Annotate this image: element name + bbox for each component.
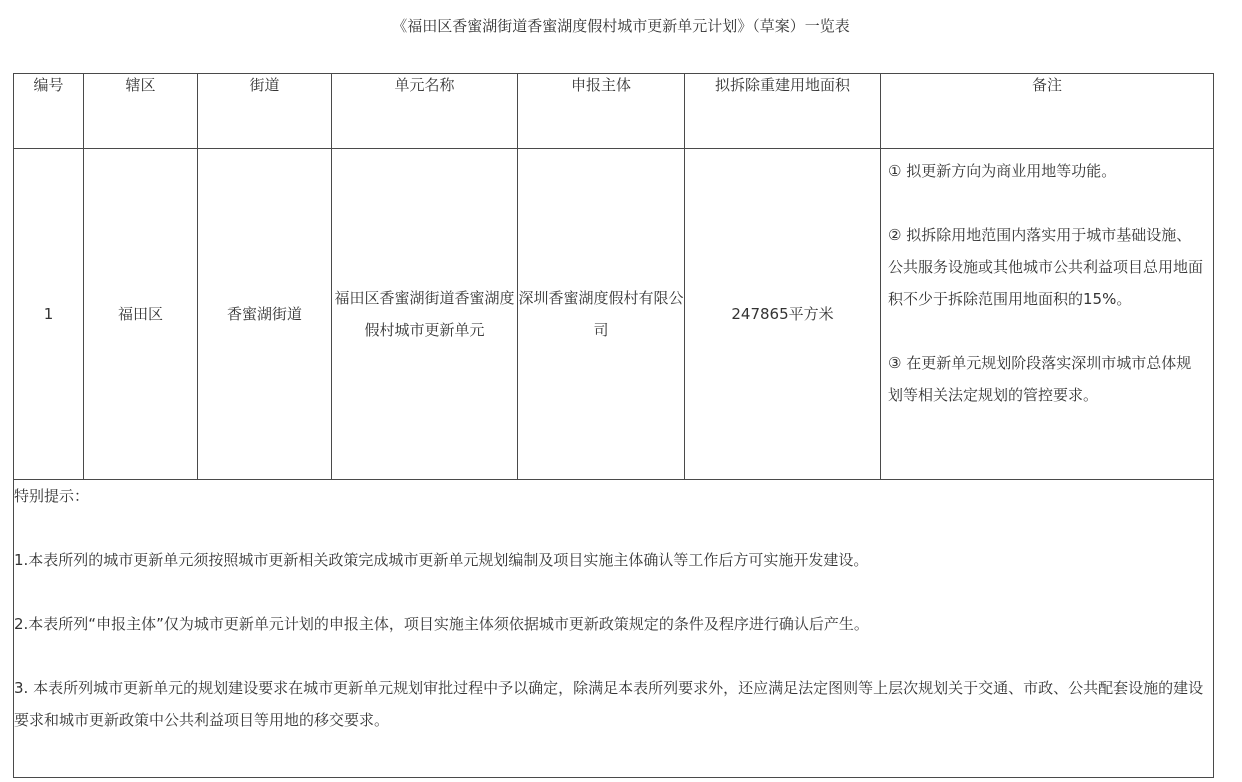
table-header-row	[14, 74, 1214, 149]
notes-row	[14, 480, 1214, 778]
header-unit-name: 单元名称	[332, 74, 518, 149]
header-street: 街道	[198, 74, 332, 149]
header-applicant: 申报主体	[518, 74, 685, 149]
cell-area: 247865平方米	[685, 149, 881, 480]
note-item: 1.本表所列的城市更新单元须按照城市更新相关政策完成城市更新单元规划编制及项目实施主体确认等工作后方可实施开发建设。	[14, 551, 869, 569]
page-title: 《福田区香蜜湖街道香蜜湖度假村城市更新单元计划》（草案）一览表	[392, 17, 850, 35]
note-item: 2.本表所列“申报主体”仅为城市更新单元计划的申报主体，项目实施主体须依据城市更新政策规定的条件及程序进行确认后产生。	[14, 615, 869, 633]
cell-street: 香蜜湖街道	[198, 149, 332, 480]
header-area: 拟拆除重建用地面积	[685, 74, 881, 149]
remark-item: ② 拟拆除用地范围内落实用于城市基础设施、公共服务设施或其他城市公共利益项目总用地面积不少于拆除范围用地面积的15%。	[888, 226, 1204, 308]
note-item: 3. 本表所列城市更新单元的规划建设要求在城市更新单元规划审批过程中予以确定，除满足本表所列要求外，还应满足法定图则等上层次规划关于交通、市政、公共配套设施的建设要求和城市更新政策中公共利益项目等用地的移交要求。	[14, 679, 1204, 729]
notes-cell	[14, 480, 1214, 778]
notes-heading: 特别提示：	[14, 487, 90, 505]
header-district: 辖区	[84, 74, 198, 149]
header-remarks: 备注	[881, 74, 1214, 149]
header-number: 编号	[14, 74, 84, 149]
renewal-plan-table	[13, 73, 1214, 778]
cell-unit-name: 福田区香蜜湖街道香蜜湖度假村城市更新单元	[332, 149, 518, 480]
cell-district: 福田区	[84, 149, 198, 480]
cell-applicant: 深圳香蜜湖度假村有限公司	[518, 149, 685, 480]
table-row	[14, 149, 1214, 480]
remark-item: ① 拟更新方向为商业用地等功能。	[888, 162, 1117, 180]
remark-item: ③ 在更新单元规划阶段落实深圳市城市总体规划等相关法定规划的管控要求。	[888, 354, 1192, 404]
cell-number: 1	[14, 149, 84, 480]
cell-remarks	[881, 149, 1214, 480]
